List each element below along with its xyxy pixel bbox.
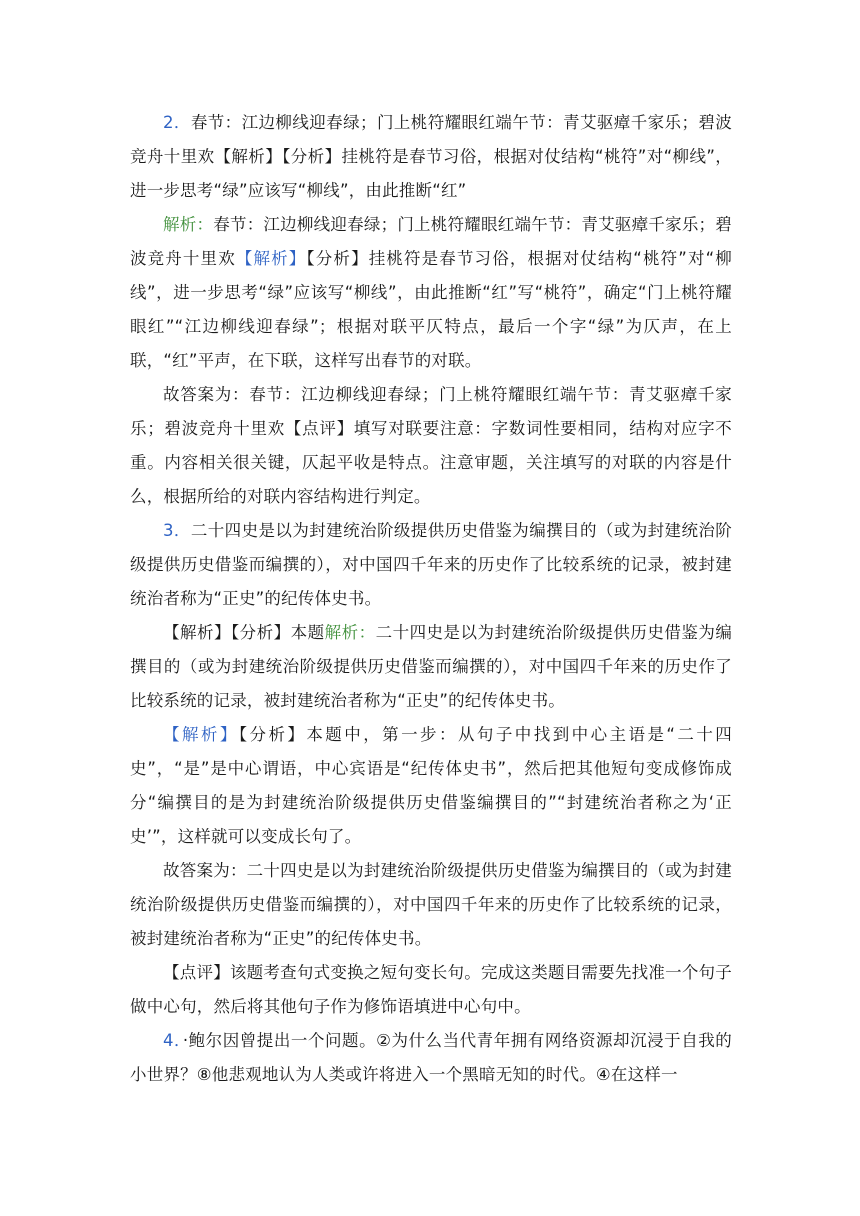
- question-3-answer: [130, 514, 732, 616]
- analysis-label: 解析：: [163, 215, 214, 234]
- question-4-body: ·鲍尔因曾提出一个问题。②为什么当代青年拥有网络资源却沉浸于自我的小世界？⑧他悲观地认为人类或许将进入一个黑暗无知的时代。④在这样一: [130, 1031, 732, 1084]
- question-2-analysis: [130, 208, 732, 378]
- question-4-text: [130, 1024, 732, 1092]
- analysis-tag: 【解析】: [235, 249, 307, 268]
- analysis-tag: 【解析】: [163, 725, 239, 744]
- question-3-analysis-text: 二十四史是以为封建统治阶级提供历史借鉴为编撰目的（或为封建统治阶级提供历史借鉴而编撰的），对中国四千年来的历史作了比较系统的记录，被封建统治者称为“正史”的纪传体史书。: [130, 623, 733, 710]
- question-3-analysis-2: [130, 718, 732, 854]
- question-2-analysis-text-b: 【分析】挂桃符是春节习俗，根据对仗结构“桃符”对“柳线”，进一步思考“绿”应该写“柳线”，由此推断“红”写“桃符”，确定“门上桃符耀眼红”“江边柳线迎春绿”；根据对联平仄特点，最后一个字“绿”为仄声，在上联，“红”平声，在下联，这样写出春节的对联。: [130, 249, 732, 370]
- question-3-analysis-prefix: 【解析】【分析】本题: [163, 623, 325, 642]
- question-4-number: 4．: [163, 1031, 183, 1050]
- analysis-label: 解析：: [324, 623, 376, 642]
- question-2-answer-text: 春节：江边柳线迎春绿；门上桃符耀眼红端午节：青艾驱瘴千家乐；碧波竞舟十里欢【解析】【分析】挂桃符是春节习俗，根据对仗结构“桃符”对“柳线”，进一步思考“绿”应该写“柳线”，由此推断“红”: [130, 113, 732, 200]
- question-3-analysis-2-text: 【分析】本题中，第一步：从句子中找到中心主语是“二十四史”，“是”是中心谓语，中心宾语是“纪传体史书”，然后把其他短句变成修饰成分“编撰目的是为封建统治阶级提供历史借鉴编撰目的”“封建统治者称之为‘正史’”，这样就可以变成长句了。: [130, 725, 732, 846]
- question-3-analysis: [130, 616, 732, 718]
- question-3-answer-text: 二十四史是以为封建统治阶级提供历史借鉴为编撰目的（或为封建统治阶级提供历史借鉴而编撰的），对中国四千年来的历史作了比较系统的记录，被封建统治者称为“正史”的纪传体史书。: [130, 521, 732, 608]
- question-2-final-answer: 故答案为：春节：江边柳线迎春绿；门上桃符耀眼红端午节：青艾驱瘴千家乐；碧波竞舟十里欢【点评】填写对联要注意：字数词性要相同，结构对应字不重。内容相关很关键，仄起平收是特点。注意审题，关注填写的对联的内容是什么，根据所给的对联内容结构进行判定。: [130, 385, 732, 506]
- question-2-answer: [130, 106, 732, 208]
- question-3-comment: 【点评】该题考查句式变换之短句变长句。完成这类题目需要先找准一个句子做中心句，然后将其他句子作为修饰语填进中心句中。: [130, 963, 732, 1016]
- question-2-number: 2．: [163, 113, 191, 132]
- document-body: [130, 106, 732, 1092]
- question-3-final-answer: 故答案为：二十四史是以为封建统治阶级提供历史借鉴为编撰目的（或为封建统治阶级提供历史借鉴而编撰的），对中国四千年来的历史作了比较系统的记录，被封建统治者称为“正史”的纪传体史书。: [130, 861, 732, 948]
- question-2-analysis-text-a: 春节：江边柳线迎春绿；门上桃符耀眼红端午节：青艾驱瘴千家乐；碧波竞舟十里欢: [130, 215, 732, 268]
- question-3-number: 3．: [163, 521, 191, 540]
